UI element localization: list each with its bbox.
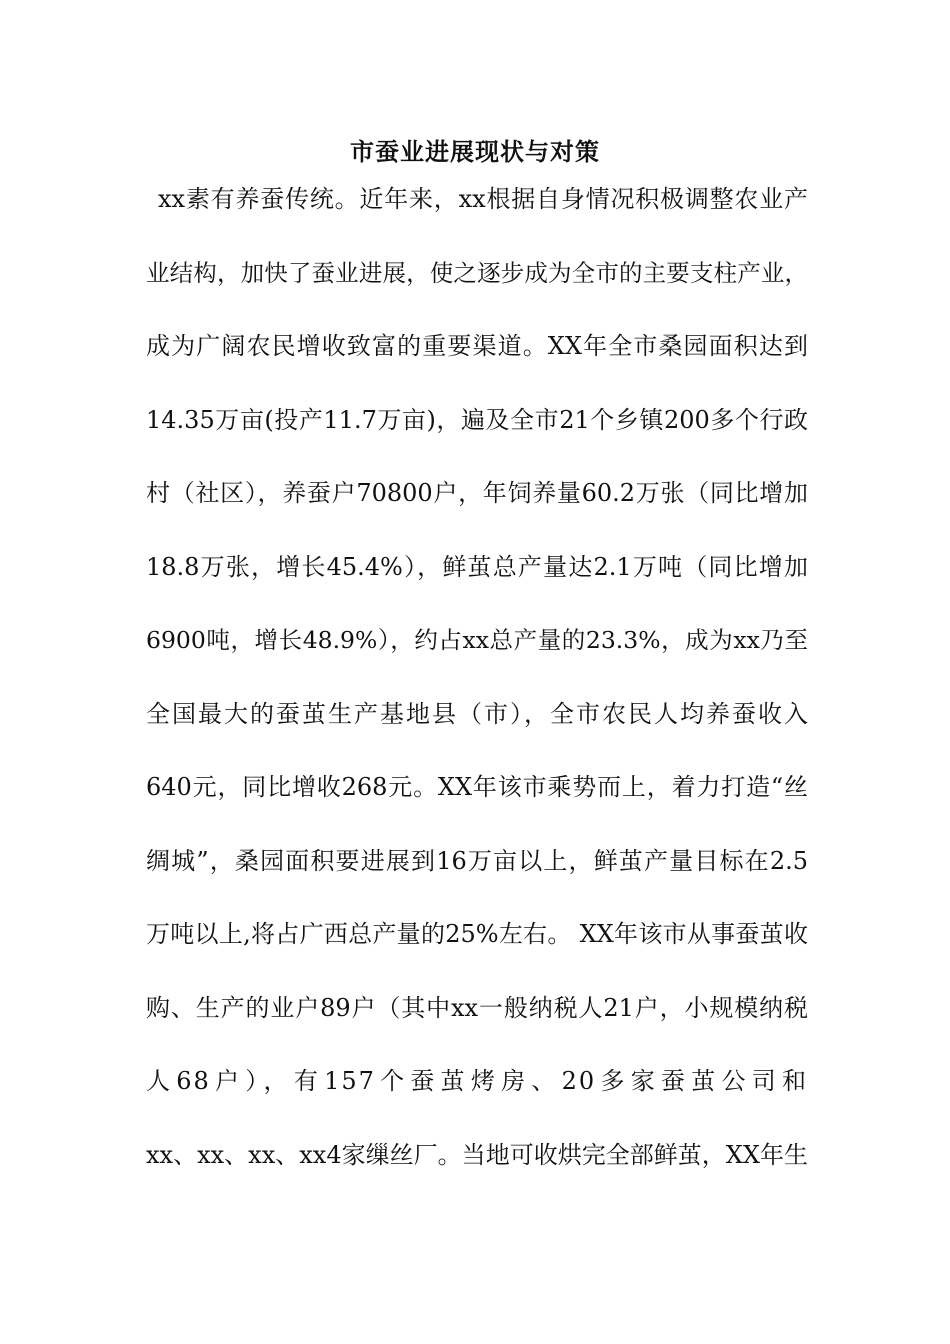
body-line: 购、生产的业户89户（其中xx一般纳税人21户，小规模纳税: [146, 993, 808, 1022]
body-line: xx、xx、xx、xx4家缫丝厂。当地可收烘完全部鲜茧，XX年生: [146, 1140, 808, 1169]
body-line: 成为广阔农民增收致富的重要渠道。XX年全市桑园面积达到: [146, 332, 808, 360]
body-line: 业结构，加快了蚕业进展，使之逐步成为全市的主要支柱产业，: [146, 258, 808, 287]
body-line: 绸城”，桑园面积要进展到16万亩以上，鲜茧产量目标在2.5: [146, 846, 808, 875]
body-line: 14.35万亩(投产11.7万亩)，遍及全市21个乡镇200多个行政: [146, 405, 808, 434]
document-body: [146, 181, 808, 1210]
body-line: 6900吨，增长48.9%），约占xx总产量的23.3%，成为xx乃至: [146, 626, 808, 654]
document-title: 市蚕业进展现状与对策: [350, 138, 600, 166]
body-line: xx素有养蚕传统。近年来，xx根据自身情况积极调整农业产: [158, 185, 808, 213]
body-line: 18.8万张，增长45.4%），鲜茧总产量达2.1万吨（同比增加: [146, 552, 808, 581]
body-line: 640元，同比增收268元。XX年该市乘势而上，着力打造“丝: [146, 773, 808, 801]
body-line: 全国最大的蚕茧生产基地县（市），全市农民人均养蚕收入: [146, 699, 808, 728]
body-line: 村（社区），养蚕户70800户，年饲养量60.2万张（同比增加: [146, 479, 808, 507]
body-line: 人68户），有157个蚕茧烤房、20多家蚕茧公司和: [146, 1067, 808, 1095]
body-line: 万吨以上,将占广西总产量的25%左右。 XX年该市从事蚕茧收: [146, 920, 808, 948]
